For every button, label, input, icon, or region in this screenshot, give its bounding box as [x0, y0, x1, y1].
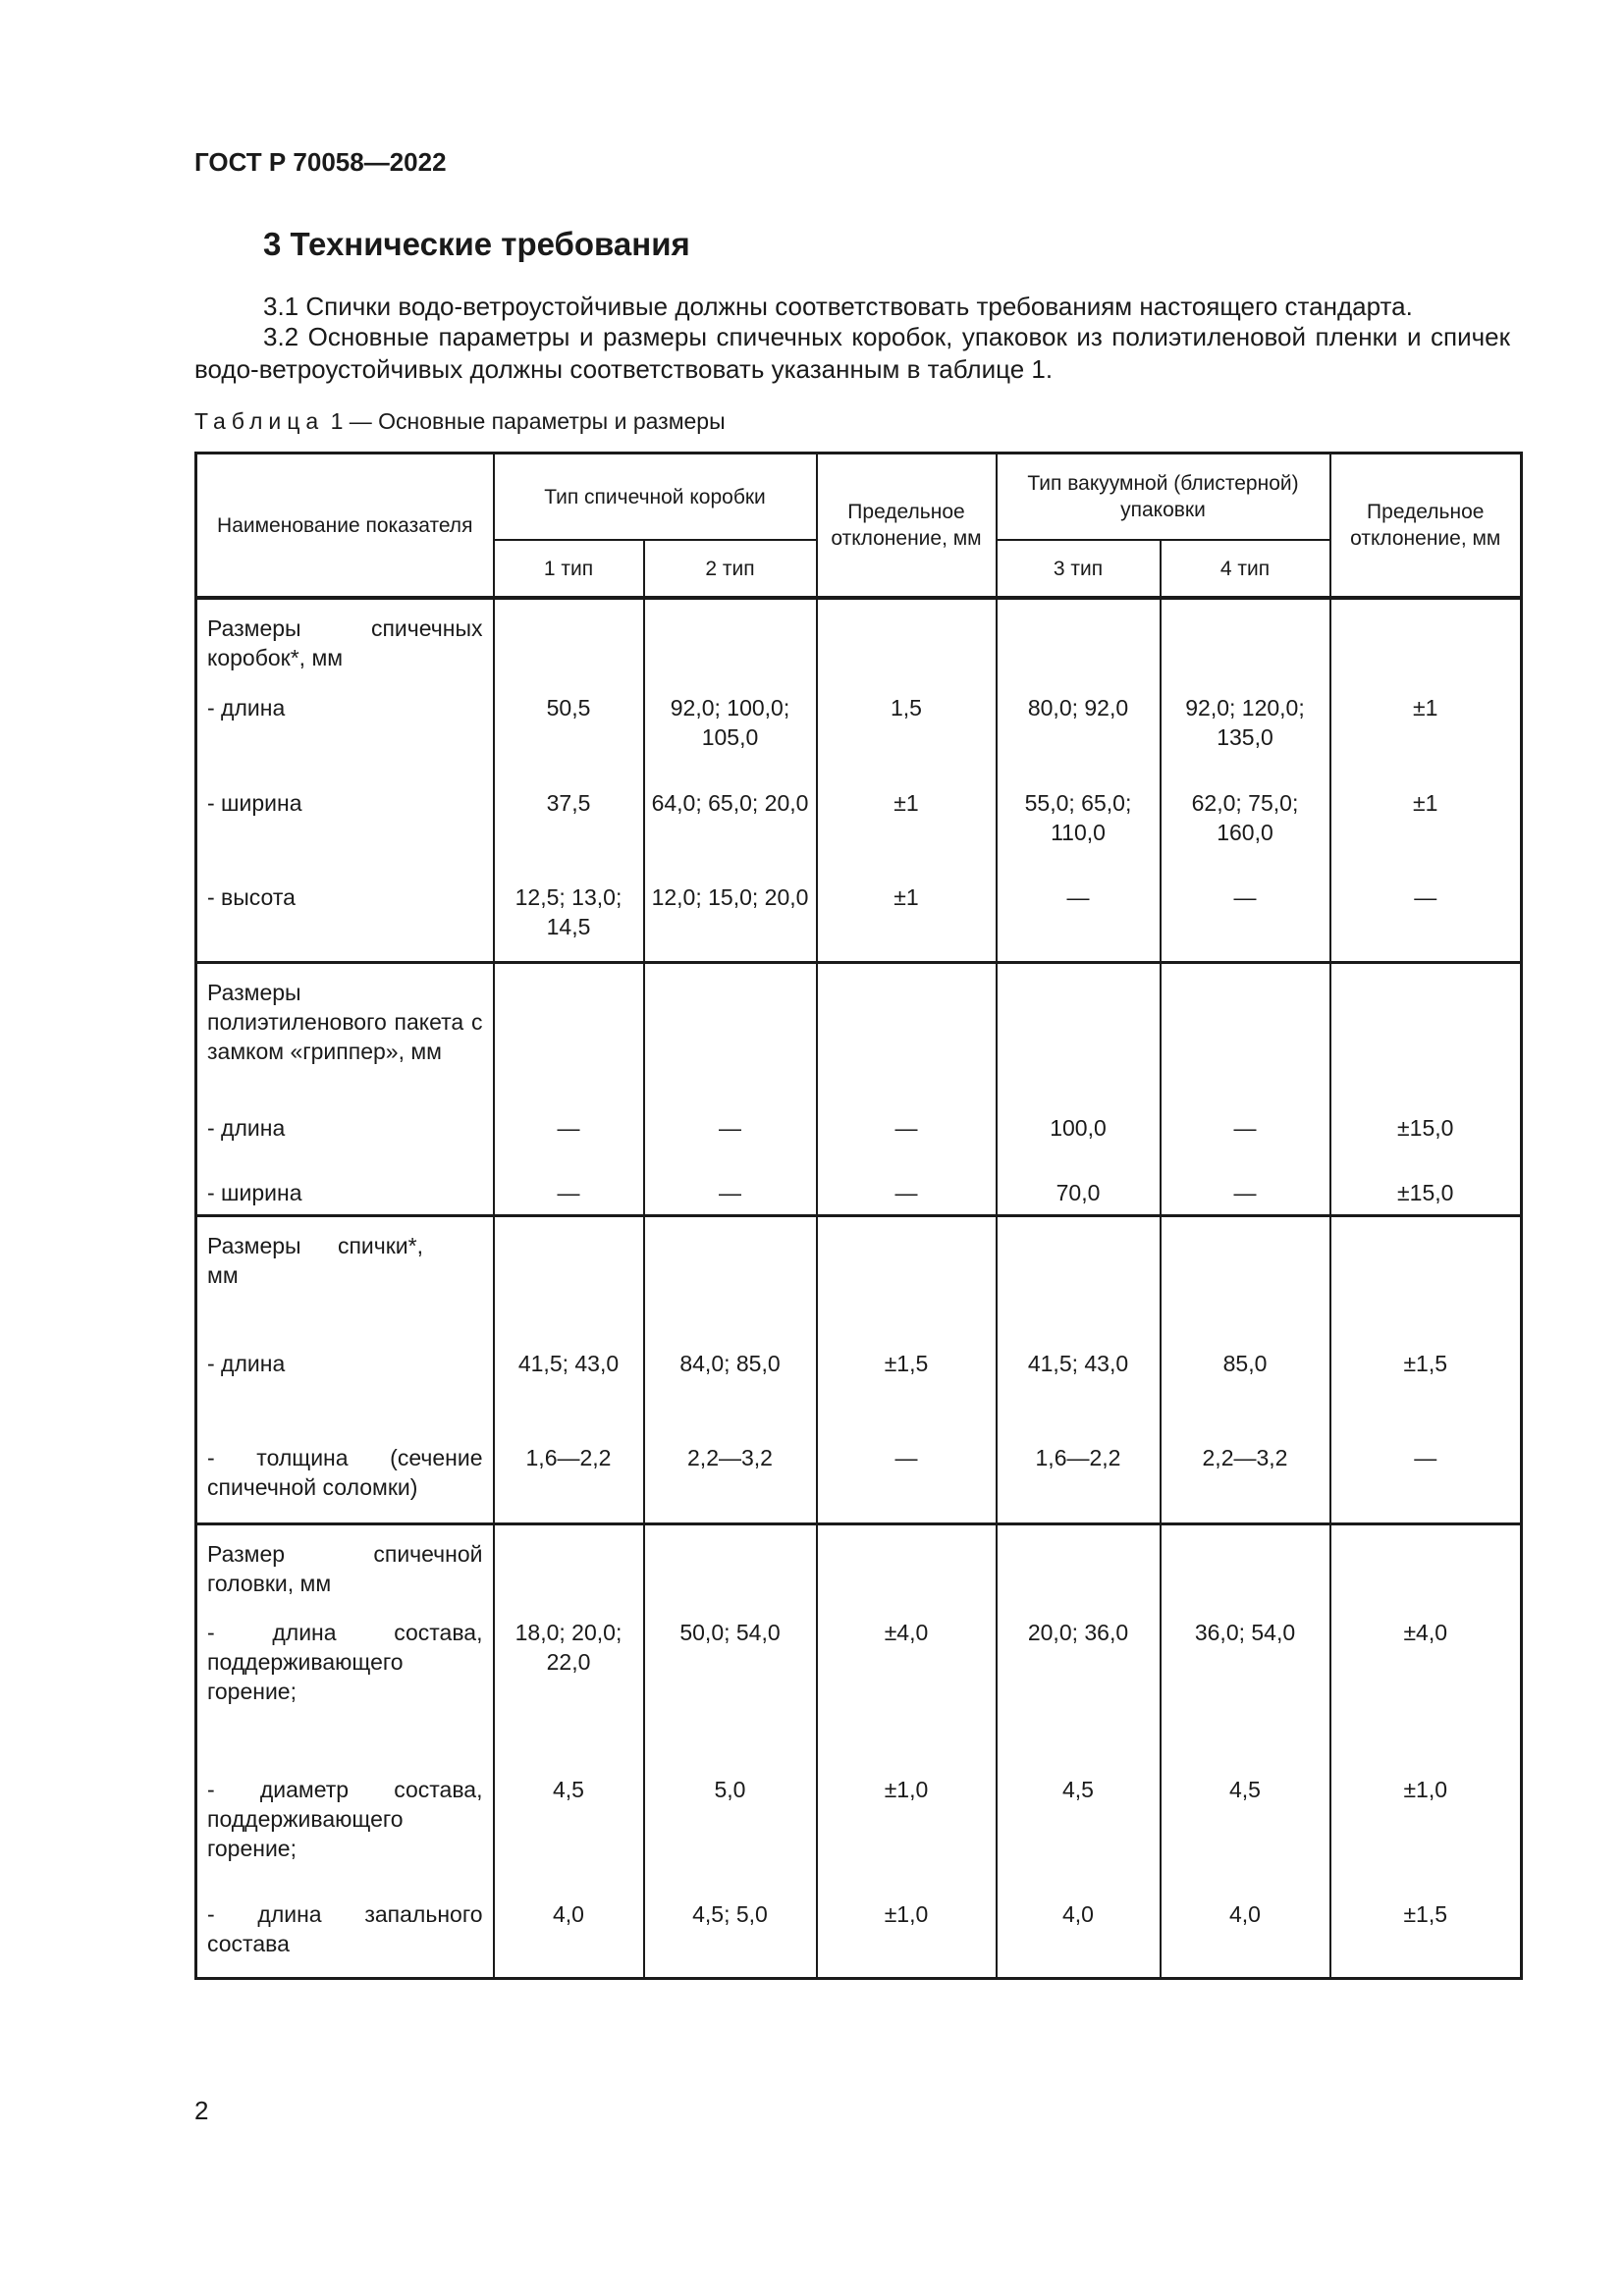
header-type-3: 3 тип: [997, 540, 1161, 598]
cell-type-3: 80,0; 92,0: [997, 693, 1161, 788]
cell-type-2: 92,0; 100,0; 105,0: [644, 693, 817, 788]
table-row: [196, 788, 1522, 882]
cell-deviation-1: ±1: [817, 882, 997, 962]
cell-type-2: —: [644, 1178, 817, 1215]
group-title-text: Размеры полиэтиленового пакета с замком «гриппер», мм: [207, 979, 483, 1064]
cell-type-3: 41,5; 43,0: [997, 1349, 1161, 1443]
cell-deviation-2: ±4,0: [1330, 1618, 1522, 1775]
cell-deviation-2: ±1: [1330, 788, 1522, 882]
cell-deviation-2: —: [1330, 882, 1522, 962]
header-deviation-2: Предельное отклонение, мм: [1330, 454, 1522, 599]
cell-type-4: 4,5: [1161, 1775, 1330, 1899]
row-name: - длина: [196, 1113, 494, 1178]
group-title: [196, 598, 494, 693]
cell-type-2: 64,0; 65,0; 20,0: [644, 788, 817, 882]
cell-type-2: 12,0; 15,0; 20,0: [644, 882, 817, 962]
group-title: [196, 1523, 494, 1618]
row-name: - длина: [196, 693, 494, 788]
header-type-2: 2 тип: [644, 540, 817, 598]
cell-type-4: —: [1161, 1178, 1330, 1215]
page-number: 2: [194, 2096, 209, 2125]
table-caption-text: 1 — Основные параметры и размеры: [324, 408, 726, 434]
cell-type-2: —: [644, 1113, 817, 1178]
row-name-text: - толщина (сечение спичечной соломки): [207, 1445, 483, 1500]
cell-deviation-1: ±1,0: [817, 1775, 997, 1899]
cell-type-1: —: [494, 1178, 644, 1215]
row-name: [196, 1443, 494, 1523]
header-vacuum-type: Тип вакуумной (блистерной) упаковки: [997, 454, 1330, 541]
paragraph-3-1: [194, 291, 1510, 323]
cell-deviation-1: 1,5: [817, 693, 997, 788]
row-name: [196, 1775, 494, 1899]
cell-deviation-1: ±4,0: [817, 1618, 997, 1775]
table-row: [196, 1618, 1522, 1775]
cell-deviation-2: ±1,5: [1330, 1349, 1522, 1443]
cell-type-3: —: [997, 882, 1161, 962]
cell-deviation-1: —: [817, 1443, 997, 1523]
standard-code: ГОСТ Р 70058—2022: [194, 147, 447, 177]
table-caption-word: Таблица: [194, 408, 325, 434]
group-title-text: Размер спичечной головки, мм: [207, 1540, 483, 1596]
cell-deviation-1: ±1,0: [817, 1899, 997, 1978]
cell-deviation-2: —: [1330, 1443, 1522, 1523]
group-match-sizes: [196, 1215, 1522, 1523]
row-name: [196, 1618, 494, 1775]
header-name: Наименование показателя: [196, 454, 494, 599]
cell-deviation-2: ±1: [1330, 693, 1522, 788]
cell-type-3: 4,5: [997, 1775, 1161, 1899]
cell-type-2: 84,0; 85,0: [644, 1349, 817, 1443]
header-type-4: 4 тип: [1161, 540, 1330, 598]
parameters-table: [194, 452, 1523, 1980]
group-head-sizes: [196, 1523, 1522, 1978]
section-title: 3 Технические требования: [263, 226, 690, 262]
cell-type-3: 55,0; 65,0; 110,0: [997, 788, 1161, 882]
cell-type-3: 100,0: [997, 1113, 1161, 1178]
cell-type-4: 4,0: [1161, 1899, 1330, 1978]
cell-type-3: 1,6—2,2: [997, 1443, 1161, 1523]
group-title-text: Размеры спички*, мм: [207, 1232, 423, 1288]
cell-type-2: 4,5; 5,0: [644, 1899, 817, 1978]
table-row: [196, 1899, 1522, 1978]
cell-type-4: —: [1161, 882, 1330, 962]
cell-type-4: 36,0; 54,0: [1161, 1618, 1330, 1775]
paragraph-3-2: [194, 321, 1510, 386]
cell-type-1: 4,5: [494, 1775, 644, 1899]
cell-type-3: 4,0: [997, 1899, 1161, 1978]
row-name: - ширина: [196, 1178, 494, 1215]
table-row: [196, 693, 1522, 788]
group-title-text: Размеры спичечных коробок*, мм: [207, 615, 483, 670]
paragraph-3-2-text: 3.2 Основные параметры и размеры спичечных коробок, упаковок из полиэтиленовой пленки и спичек водо-ветроустойчивых должны соответствовать указанным в таблице 1.: [194, 322, 1510, 384]
table-row: [196, 1178, 1522, 1215]
header-box-type: Тип спичечной коробки: [494, 454, 817, 541]
cell-type-1: 50,5: [494, 693, 644, 788]
cell-type-4: —: [1161, 1113, 1330, 1178]
row-name: - высота: [196, 882, 494, 962]
cell-deviation-1: ±1: [817, 788, 997, 882]
row-name: - длина: [196, 1349, 494, 1443]
cell-deviation-1: ±1,5: [817, 1349, 997, 1443]
cell-type-1: 37,5: [494, 788, 644, 882]
table-row: [196, 882, 1522, 962]
group-title: [196, 962, 494, 1113]
cell-type-4: 92,0; 120,0; 135,0: [1161, 693, 1330, 788]
cell-deviation-2: ±1,0: [1330, 1775, 1522, 1899]
cell-deviation-2: ±1,5: [1330, 1899, 1522, 1978]
paragraph-3-1-text: 3.1 Спички водо-ветроустойчивые должны соответствовать требованиям настоящего стандарта.: [263, 292, 1413, 321]
row-name-text: - диаметр состава, поддерживающего горение;: [207, 1777, 483, 1861]
cell-type-2: 50,0; 54,0: [644, 1618, 817, 1775]
cell-deviation-1: —: [817, 1178, 997, 1215]
cell-type-1: 41,5; 43,0: [494, 1349, 644, 1443]
header-deviation-1: Предельное отклонение, мм: [817, 454, 997, 599]
cell-deviation-2: ±15,0: [1330, 1113, 1522, 1178]
cell-type-4: 62,0; 75,0; 160,0: [1161, 788, 1330, 882]
group-bag-sizes: [196, 962, 1522, 1215]
cell-type-1: 18,0; 20,0; 22,0: [494, 1618, 644, 1775]
table-row: [196, 1113, 1522, 1178]
table-row: [196, 1443, 1522, 1523]
cell-type-4: 2,2—3,2: [1161, 1443, 1330, 1523]
cell-type-1: 1,6—2,2: [494, 1443, 644, 1523]
cell-type-4: 85,0: [1161, 1349, 1330, 1443]
row-name-text: - длина запального состава: [207, 1901, 483, 1956]
group-box-sizes: [196, 598, 1522, 962]
table-row: [196, 1775, 1522, 1899]
row-name: [196, 1899, 494, 1978]
header-type-1: 1 тип: [494, 540, 644, 598]
group-title: [196, 1215, 494, 1349]
cell-deviation-1: —: [817, 1113, 997, 1178]
table-row: [196, 1349, 1522, 1443]
cell-deviation-2: ±15,0: [1330, 1178, 1522, 1215]
cell-type-1: 4,0: [494, 1899, 644, 1978]
cell-type-3: 70,0: [997, 1178, 1161, 1215]
row-name-text: - длина состава, поддерживающего горение;: [207, 1620, 483, 1704]
cell-type-2: 5,0: [644, 1775, 817, 1899]
cell-type-1: —: [494, 1113, 644, 1178]
table-caption: [194, 408, 726, 435]
table-header: [196, 454, 1522, 599]
cell-type-1: 12,5; 13,0; 14,5: [494, 882, 644, 962]
row-name: - ширина: [196, 788, 494, 882]
cell-type-3: 20,0; 36,0: [997, 1618, 1161, 1775]
cell-type-2: 2,2—3,2: [644, 1443, 817, 1523]
